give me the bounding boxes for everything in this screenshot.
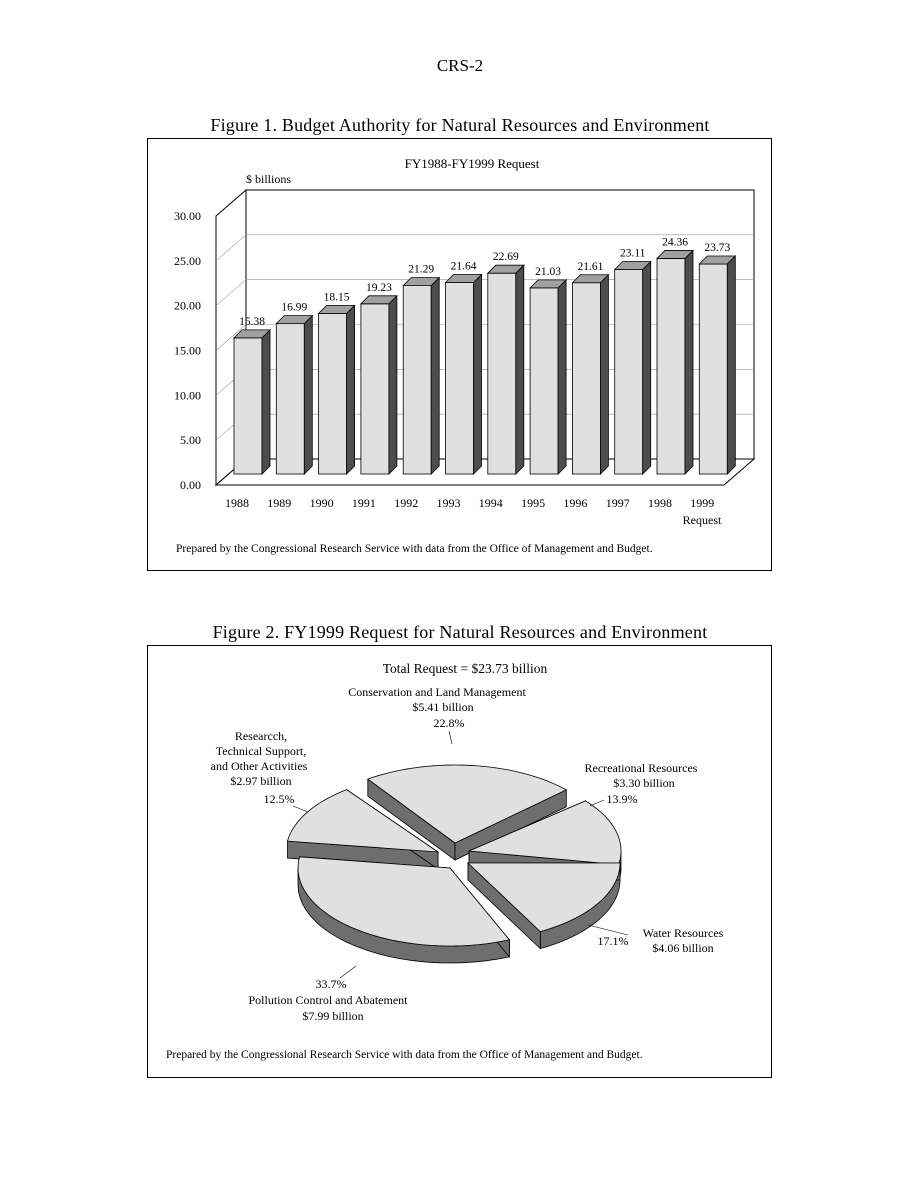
value-label: 15.38 xyxy=(239,315,265,328)
bar-chart-subtitle: FY1988-FY1999 Request xyxy=(404,156,540,171)
x-tick-label: 1993 xyxy=(436,496,461,510)
slice-label-amount: $4.06 billion xyxy=(652,941,714,955)
x-tick-label: 1989 xyxy=(267,496,292,510)
slice-label-name-line: Researcch, xyxy=(234,729,288,743)
slice-label-name: Pollution Control and Abatement xyxy=(248,993,408,1007)
x-tick-label: 1996 xyxy=(563,496,588,510)
figure-2-source: Prepared by the Congressional Research Service with data from the Office of Management and Budget. xyxy=(166,1049,643,1061)
slice-label-percent: 17.1% xyxy=(597,934,629,948)
x-tick-label: 1994 xyxy=(478,496,503,510)
value-label: 23.73 xyxy=(704,242,731,254)
figure-2-title: Figure 2. FY1999 Request for Natural Resources and Environment xyxy=(212,622,708,642)
value-label: 21.61 xyxy=(577,260,604,273)
value-label: 16.99 xyxy=(281,301,308,314)
y-tick-label: 15.00 xyxy=(174,343,201,358)
y-tick-label: 25.00 xyxy=(174,253,201,268)
x-tick-label: 1988 xyxy=(225,496,249,510)
x-tick-label: 1998 xyxy=(648,496,672,510)
y-tick-label: 5.00 xyxy=(180,433,201,448)
y-tick-label: 0.00 xyxy=(180,478,201,492)
pie-slices xyxy=(287,765,621,963)
slice-label-name: Conservation and Land Management xyxy=(348,685,526,699)
x-tick-label: 1999 xyxy=(690,496,715,510)
leader-line xyxy=(293,806,308,812)
x-tick-label: 1995 xyxy=(521,496,546,510)
x-tick-label: 1990 xyxy=(309,496,334,510)
leader-line xyxy=(590,800,604,806)
slice-label-name-line: and Other Activities xyxy=(210,759,308,773)
slice-label-percent: 13.9% xyxy=(606,792,638,806)
page-number: CRS-2 xyxy=(436,56,484,75)
y-tick-label: 20.00 xyxy=(174,298,201,313)
slice-label-amount: $7.99 billion xyxy=(302,1009,364,1023)
y-tick-label: 30.00 xyxy=(174,209,201,223)
slice-label-amount: $3.30 billion xyxy=(613,776,675,790)
x-tick-label: 1991 xyxy=(351,496,376,510)
slice-label-name-line: Technical Support, xyxy=(215,744,307,758)
slice-label-percent: 33.7% xyxy=(315,977,347,991)
pie-chart-subtitle: Total Request = $23.73 billion xyxy=(382,661,548,676)
slice-label-percent: 22.8% xyxy=(433,716,465,730)
value-label: 21.64 xyxy=(450,260,477,273)
x-category-note: Request xyxy=(682,513,722,527)
x-tick-label: 1997 xyxy=(605,496,630,510)
value-label: 19.23 xyxy=(365,281,392,294)
slice-label-amount: $2.97 billion xyxy=(230,774,292,788)
leader-line xyxy=(449,731,452,744)
figure-1-title: Figure 1. Budget Authority for Natural Resources and Environment xyxy=(210,115,710,135)
value-label: 18.15 xyxy=(323,291,350,304)
value-label: 23.11 xyxy=(619,247,646,260)
figure-1-source: Prepared by the Congressional Research Service with data from the Office of Management and Budget. xyxy=(176,543,653,555)
x-tick-label: 1992 xyxy=(394,496,419,510)
y-tick-label: 10.00 xyxy=(174,388,201,403)
slice-label-name: Water Resources xyxy=(642,926,724,940)
value-label: 21.03 xyxy=(535,265,562,278)
slice-label-percent: 12.5% xyxy=(263,792,295,806)
value-label: 21.29 xyxy=(408,263,435,276)
value-label: 24.36 xyxy=(662,236,688,249)
value-label: 22.69 xyxy=(492,251,519,264)
slice-label-amount: $5.41 billion xyxy=(412,700,474,714)
slice-label-name: Recreational Resources xyxy=(584,761,698,775)
y-axis-label: $ billions xyxy=(246,172,292,186)
leader-line xyxy=(340,966,356,978)
